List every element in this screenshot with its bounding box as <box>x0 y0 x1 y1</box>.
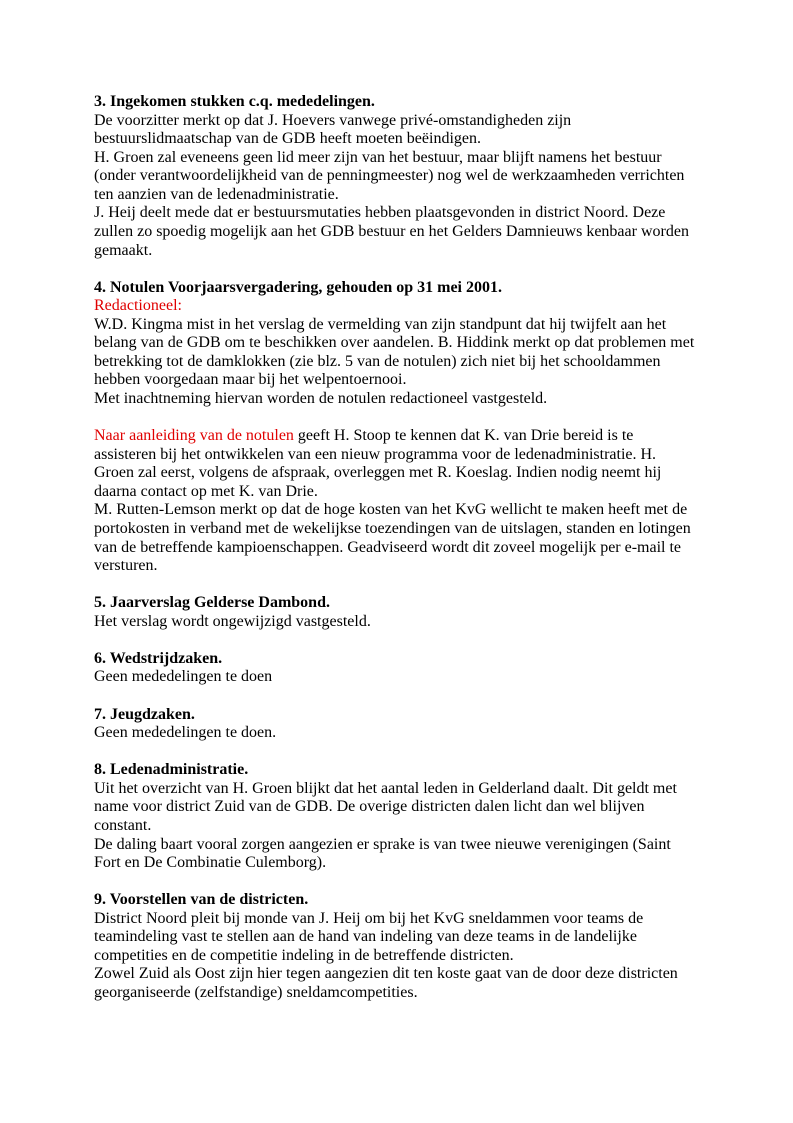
text-run: H. Groen zal eveneens geen lid meer zijn van het bestuur, maar blijft namens het bestuur <box>94 148 662 166</box>
text-run: hebben voorgedaan maar bij het welpentoernooi. <box>94 371 407 389</box>
text-run: 9. Voorstellen van de districten. <box>94 891 309 909</box>
text-line <box>94 613 707 632</box>
text-run: M. Rutten-Lemson merkt op dat de hoge kosten van het KvG wellicht te maken heeft met de <box>94 501 688 519</box>
text-run: W.D. Kingma mist in het verslag de vermelding van zijn standpunt dat hij twijfelt aan het <box>94 315 667 333</box>
text-line <box>94 910 707 929</box>
text-line <box>94 186 707 205</box>
document-content <box>94 93 707 1003</box>
text-line <box>94 798 707 817</box>
section-heading <box>94 706 707 725</box>
text-run: Geen mededelingen te doen. <box>94 724 277 742</box>
text-line <box>94 947 707 966</box>
text-run: betrekking tot de damklokken (zie blz. 5 van de notulen) zich niet bij het schooldammen <box>94 352 661 370</box>
red-text-run: Naar aanleiding van de notulen <box>94 427 294 445</box>
text-run: 4. Notulen Voorjaarsvergadering, gehouden op 31 mei 2001. <box>94 278 502 296</box>
text-run: assisteren bij het ontwikkelen van een nieuw programma voor de ledenadministratie. H. <box>94 445 657 463</box>
text-run: District Noord pleit bij monde van J. Heij om bij het KvG sneldammen voor teams de <box>94 909 644 927</box>
text-run: De voorzitter merkt op dat J. Hoevers vanwege privé-omstandigheden zijn <box>94 111 572 129</box>
text-run: ten aanzien van de ledenadministratie. <box>94 185 339 203</box>
text-run: J. Heij deelt mede dat er bestuursmutaties hebben plaatsgevonden in district Noord. Deze <box>94 204 666 222</box>
blank-line <box>94 576 707 595</box>
blank-line <box>94 743 707 762</box>
text-line <box>94 242 707 261</box>
text-line <box>94 334 707 353</box>
text-line <box>94 371 707 390</box>
blank-line <box>94 631 707 650</box>
text-line <box>94 501 707 520</box>
text-run: 6. Wedstrijdzaken. <box>94 649 223 667</box>
text-line <box>94 297 707 316</box>
text-run: Het verslag wordt ongewijzigd vastgesteld. <box>94 612 371 630</box>
text-run: Geen mededelingen te doen <box>94 668 273 686</box>
text-run: 7. Jeugdzaken. <box>94 705 195 723</box>
text-line <box>94 928 707 947</box>
text-run: Uit het overzicht van H. Groen blijkt dat het aantal leden in Gelderland daalt. Dit geldt met <box>94 779 677 797</box>
blank-line <box>94 409 707 428</box>
text-run: name voor district Zuid van de GDB. De overige districten dalen licht dan wel blijven <box>94 798 645 816</box>
text-run: constant. <box>94 816 152 834</box>
text-line <box>94 539 707 558</box>
text-line <box>94 520 707 539</box>
text-line <box>94 130 707 149</box>
text-line <box>94 557 707 576</box>
text-line <box>94 390 707 409</box>
section-heading <box>94 279 707 298</box>
text-run: gemaakt. <box>94 241 153 259</box>
text-line <box>94 464 707 483</box>
text-run: 8. Ledenadministratie. <box>94 761 249 779</box>
text-line <box>94 149 707 168</box>
text-run: portokosten in verband met de wekelijkse toezendingen van de uitslagen, standen en lotingen <box>94 519 691 537</box>
blank-line <box>94 260 707 279</box>
text-line <box>94 223 707 242</box>
text-run: Fort en De Combinatie Culemborg). <box>94 854 327 872</box>
text-line <box>94 836 707 855</box>
text-line <box>94 965 707 984</box>
text-line <box>94 780 707 799</box>
section-heading <box>94 761 707 780</box>
text-line <box>94 353 707 372</box>
text-run: De daling baart vooral zorgen aangezien er sprake is van twee nieuwe verenigingen (Saint <box>94 835 671 853</box>
text-line <box>94 668 707 687</box>
text-line <box>94 817 707 836</box>
text-run: Zowel Zuid als Oost zijn hier tegen aangezien dit ten koste gaat van de door deze districten <box>94 965 678 983</box>
section-heading <box>94 650 707 669</box>
text-run: van de betreffende kampioenschappen. Geadviseerd wordt dit zoveel mogelijk per e-mail te <box>94 538 682 556</box>
blank-line <box>94 687 707 706</box>
text-run: Met inachtneming hiervan worden de notulen redactioneel vastgesteld. <box>94 390 548 407</box>
text-run: competities en de competitie indeling in de betreffende districten. <box>94 946 514 964</box>
text-line <box>94 112 707 131</box>
text-run: bestuurslidmaatschap van de GDB heeft moeten beëindigen. <box>94 130 481 148</box>
text-run: zullen zo spoedig mogelijk aan het GDB bestuur en het Gelders Damnieuws kenbaar worden <box>94 222 689 240</box>
blank-line <box>94 873 707 892</box>
text-run: 5. Jaarverslag Gelderse Dambond. <box>94 594 330 612</box>
section-heading <box>94 891 707 910</box>
text-line <box>94 316 707 335</box>
text-line <box>94 167 707 186</box>
text-line <box>94 427 707 446</box>
text-line <box>94 724 707 743</box>
text-line <box>94 984 707 1003</box>
text-run: versturen. <box>94 557 158 575</box>
text-run: daarna contact op met K. van Drie. <box>94 482 318 500</box>
text-run: georganiseerde (zelfstandige) sneldamcompetities. <box>94 984 418 1001</box>
text-run: geeft H. Stoop te kennen dat K. van Drie bereid is te <box>293 427 634 445</box>
text-run: (onder verantwoordelijkheid van de penningmeester) nog wel de werkzaamheden verrichten <box>94 167 685 185</box>
section-heading <box>94 594 707 613</box>
red-text-run: Redactioneel: <box>94 297 182 315</box>
text-line <box>94 854 707 873</box>
text-line <box>94 204 707 223</box>
text-line <box>94 446 707 465</box>
text-run: Groen zal eerst, volgens de afspraak, overleggen met R. Koeslag. Indien nodig neemt hij <box>94 464 662 482</box>
text-line <box>94 483 707 502</box>
text-run: belang van de GDB om te beschikken over aandelen. B. Hiddink merkt op dat problemen met <box>94 334 695 352</box>
text-run: 3. Ingekomen stukken c.q. mededelingen. <box>94 93 375 110</box>
text-run: teamindeling vast te stellen aan de hand van indeling van deze teams in de landelijke <box>94 928 637 946</box>
section-heading <box>94 93 707 112</box>
